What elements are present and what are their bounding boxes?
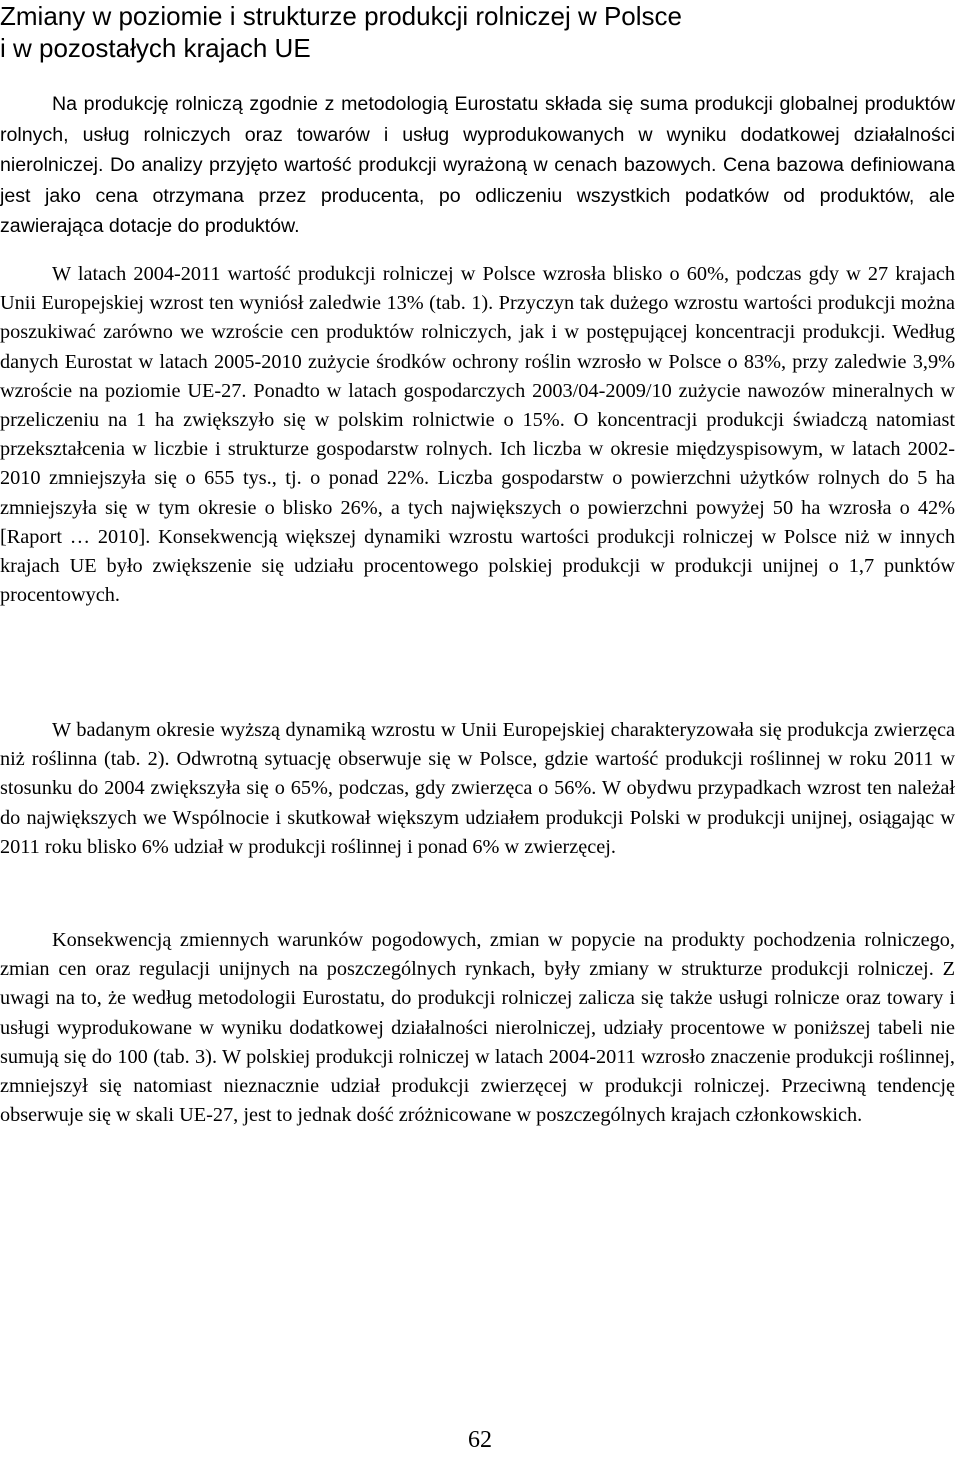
paragraph-4: Konsekwencją zmiennych warunków pogodowych, zmian w popycie na produkty pochodzenia rolniczego, zmian cen oraz regulacji unijnych na poszczególnych rynkach, były zmiany w strukturze produkcji rolniczej. Z uwagi na to, że według metodologii Eurostatu, do produkcji rolniczej zalicza się także usługi rolnicze oraz towary i usługi wyprodukowane w wyniku dodatkowej działalności nierolniczej, udziały procentowe w poniższej tabeli nie sumują się do 100 (tab. 3). W polskiej produkcji rolniczej w latach 2004-2011 wzrosło znaczenie produkcji roślinnej, zmniejszył się natomiast nieznacznie udział produkcji zwierzęcej w produkcji rolniczej. Przeciwną tendencję obserwuje się w skali UE-27, jest to jednak dość zróżnicowane w poszczególnych krajach członkowskich. <box>0 929 955 1127</box>
paragraph-3: W badanym okresie wyższą dynamiką wzrostu w Unii Europejskiej charakteryzowała się produkcja zwierzęca niż roślinna (tab. 2). Odwrotną sytuację obserwuje się w Polsce, gdzie wartość produkcji roślinnej w roku 2011 w stosunku do 2004 zwiększyła się o 65%, podczas, gdy zwierzęca o 56%. W obydwu przypadkach wzrost ten należał do największych we Wspólnocie i skutkował większym udziałem produkcji Polski w produkcji unijnej, osiągając w 2011 roku blisko 6% udział w produkcji roślinnej i ponad 6% w zwierzęcej. <box>0 719 955 858</box>
section-title-line-2: i w pozostałych krajach UE <box>0 33 311 63</box>
paragraph-1: Na produkcję rolniczą zgodnie z metodologią Eurostatu składa się suma produkcji globalnej produktów rolnych, usług rolniczych oraz towarów i usług wyprodukowanych w wyniku dodatkowej działalności nierolniczej. Do analizy przyjęto wartość produkcji wyrażoną w cenach bazowych. Cena bazowa definiowana jest jako cena otrzymana przez producenta, po odliczeniu wszystkich podatków od produktów, ale zawierająca dotacje do produktów. <box>0 93 955 237</box>
paragraph-block-2 <box>0 260 955 610</box>
section-title <box>0 0 955 64</box>
page-number: 62 <box>468 1427 492 1453</box>
paragraph-sans-block <box>0 89 955 242</box>
paragraph-block-4 <box>0 926 955 1130</box>
paragraph-block-3 <box>0 716 955 862</box>
paragraph-2: W latach 2004-2011 wartość produkcji rolniczej w Polsce wzrosła blisko o 60%, podczas gdy w 27 krajach Unii Europejskiej wzrost ten wyniósł zaledwie 13% (tab. 1). Przyczyn tak dużego wzrostu wartości produkcji można poszukiwać zarówno we wzroście cen produktów rolniczych, jak i w postępującej koncentracji produkcji. Według danych Eurostat w latach 2005-2010 zużycie środków ochrony roślin wzrosło w Polsce o 83%, przy zaledwie 3,9% wzroście na poziomie UE-27. Ponadto w latach gospodarczych 2003/04-2009/10 zużycie nawozów mineralnych w przeliczeniu na 1 ha zwiększyło się w polskim rolnictwie o 15%. O koncentracji produkcji świadczą natomiast przekształcenia w liczbie i strukturze gospodarstw rolnych. Ich liczba w okresie międzyspisowym, w latach 2002-2010 zmniejszyła się o 655 tys., tj. o ponad 22%. Liczba gospodarstw o powierzchni użytków rolnych do 5 ha zmniejszyła się w tym okresie o blisko 26%, a tych największych o powierzchni powyżej 50 ha wzrosła o 42% [Raport … 2010]. Konsekwencją większej dynamiki wzrostu wartości produkcji rolniczej w Polsce niż w innych krajach UE było zwiększenie się udziału procentowego polskiej produkcji w produkcji unijnej o 1,7 punktów procentowych. <box>0 263 955 607</box>
section-title-line-1: Zmiany w poziomie i strukturze produkcji rolniczej w Polsce <box>0 1 683 31</box>
